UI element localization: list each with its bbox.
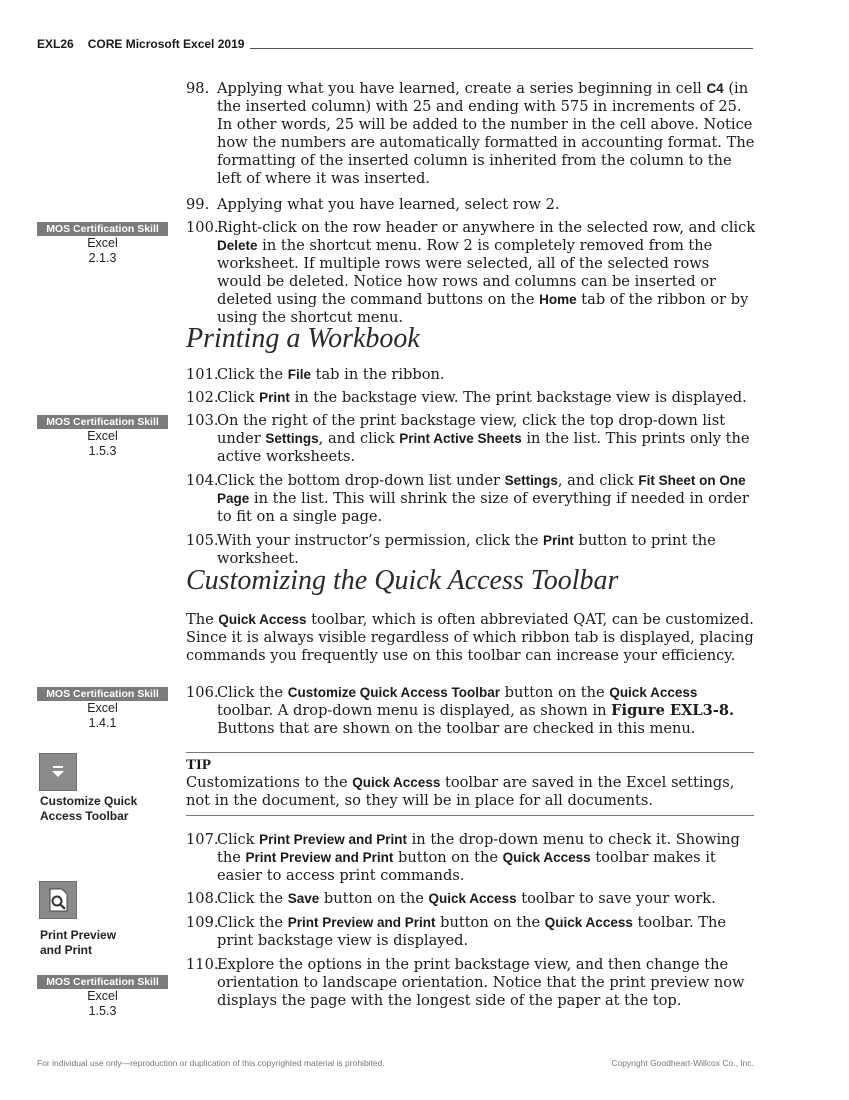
list-item	[186, 219, 756, 327]
step-number: 102.	[186, 389, 219, 406]
list-item	[186, 80, 756, 188]
footer-notice: For individual use only—reproduction or duplication of this copyrighted material is prohibited.	[37, 1058, 385, 1068]
step-number: 98.	[186, 80, 210, 97]
step-text: Click the bottom drop-down list under Settings, and click Fit Sheet on One Page in the list. This will shrink the size of everything if needed in order to fit on a single page.	[217, 472, 749, 525]
list-item	[186, 196, 756, 214]
qat-intro-paragraph: The Quick Access toolbar, which is often abbreviated QAT, can be customized. Since it is always visible regardless of which ribbon tab is displayed, placing commands you frequently use on this toolbar can increase your efficiency.	[186, 611, 754, 664]
mos-app: Excel	[87, 701, 118, 715]
mos-skill-badge	[37, 687, 168, 731]
list-item	[186, 412, 756, 466]
page-code: EXL26	[37, 37, 74, 51]
step-number: 101.	[186, 366, 219, 383]
step-text: On the right of the print backstage view, click the top drop-down list under Settings, and click Print Active Sheets in the list. This prints only the active worksheets.	[217, 412, 750, 465]
customize-qat-caption: Customize Quick Access Toolbar	[40, 794, 138, 823]
step-text: With your instructor’s permission, click the Print button to print the worksheet.	[217, 532, 716, 567]
step-number: 109.	[186, 914, 219, 931]
header-rule	[250, 47, 753, 49]
mos-app: Excel	[87, 236, 118, 250]
list-item	[186, 956, 756, 1010]
step-number: 106.	[186, 684, 219, 701]
print-preview-icon	[39, 881, 77, 919]
step-text: Explore the options in the print backstage view, and then change the orientation to landscape orientation. Notice that the print preview now displays the page with the longest side of the paper at the top.	[217, 956, 745, 1009]
step-number: 105.	[186, 532, 219, 549]
list-item	[186, 389, 756, 407]
step-number: 110.	[186, 956, 219, 973]
mos-code: 1.5.3	[88, 1004, 117, 1018]
list-item	[186, 472, 756, 526]
step-number: 104.	[186, 472, 219, 489]
step-text: Applying what you have learned, select row 2.	[217, 196, 560, 213]
step-number: 100.	[186, 219, 219, 236]
mos-skill-badge	[37, 415, 168, 459]
step-text: Click the Save button on the Quick Access toolbar to save your work.	[217, 890, 716, 907]
list-item	[186, 914, 756, 950]
step-text: Applying what you have learned, create a series beginning in cell C4 (in the inserted column) with 25 and ending with 575 in increments of 25. In other words, 25 will be added to the number in the cell above. Notice how the numbers are automatically formatted in accounting format. The formatting of the inserted column is inherited from the column to the left of where it was inserted.	[217, 80, 755, 187]
mos-code: 1.5.3	[88, 444, 117, 458]
list-item	[186, 831, 756, 885]
mos-badge-label: MOS Certification Skill	[37, 975, 168, 989]
step-number: 99.	[186, 196, 210, 213]
mos-badge-label: MOS Certification Skill	[37, 687, 168, 701]
print-preview-caption: Print Preview and Print	[40, 928, 117, 957]
step-number: 103.	[186, 412, 219, 429]
step-text: Click Print in the backstage view. The print backstage view is displayed.	[217, 389, 747, 406]
mos-skill-badge	[37, 222, 168, 266]
tip-body: Customizations to the Quick Access toolbar are saved in the Excel settings, not in the document, so they will be in place for all documents.	[186, 774, 735, 809]
step-text: Right-click on the row header or anywhere in the selected row, and click Delete in the shortcut menu. Row 2 is completely removed from the worksheet. If multiple rows were selected, all of the selected rows would be deleted. Notice how rows and columns can be inserted or deleted using the command buttons on the Home tab of the ribbon or by using the shortcut menu.	[217, 219, 756, 326]
list-item	[186, 684, 756, 738]
mos-badge-label: MOS Certification Skill	[37, 222, 168, 236]
mos-skill-badge	[37, 975, 168, 1019]
step-text: Click the Print Preview and Print button on the Quick Access toolbar. The print backstage view is displayed.	[217, 914, 727, 949]
tip-box	[186, 752, 754, 816]
footer-copyright: Copyright Goodheart-Willcox Co., Inc.	[611, 1058, 754, 1068]
mos-app: Excel	[87, 429, 118, 443]
step-text: Click the File tab in the ribbon.	[217, 366, 445, 383]
step-number: 107.	[186, 831, 219, 848]
tip-title: TIP	[186, 757, 212, 773]
list-item	[186, 890, 756, 908]
running-header	[37, 37, 753, 51]
step-text: Click Print Preview and Print in the drop-down menu to check it. Showing the Print Preview and Print button on the Quick Access toolbar makes it easier to access print commands.	[217, 831, 740, 884]
list-item	[186, 366, 756, 384]
book-title: CORE Microsoft Excel 2019	[87, 37, 245, 51]
section-heading-qat: Customizing the Quick Access Toolbar	[186, 565, 619, 596]
section-heading-printing: Printing a Workbook	[186, 323, 420, 354]
customize-qat-icon	[39, 753, 77, 791]
mos-app: Excel	[87, 989, 118, 1003]
step-number: 108.	[186, 890, 219, 907]
mos-badge-label: MOS Certification Skill	[37, 415, 168, 429]
step-text: Click the Customize Quick Access Toolbar button on the Quick Access toolbar. A drop-down menu is displayed, as shown in Figure EXL3-8. Buttons that are shown on the toolbar are checked in this menu.	[217, 684, 735, 737]
mos-code: 2.1.3	[88, 251, 117, 265]
mos-code: 1.4.1	[88, 716, 117, 730]
list-item	[186, 532, 756, 568]
